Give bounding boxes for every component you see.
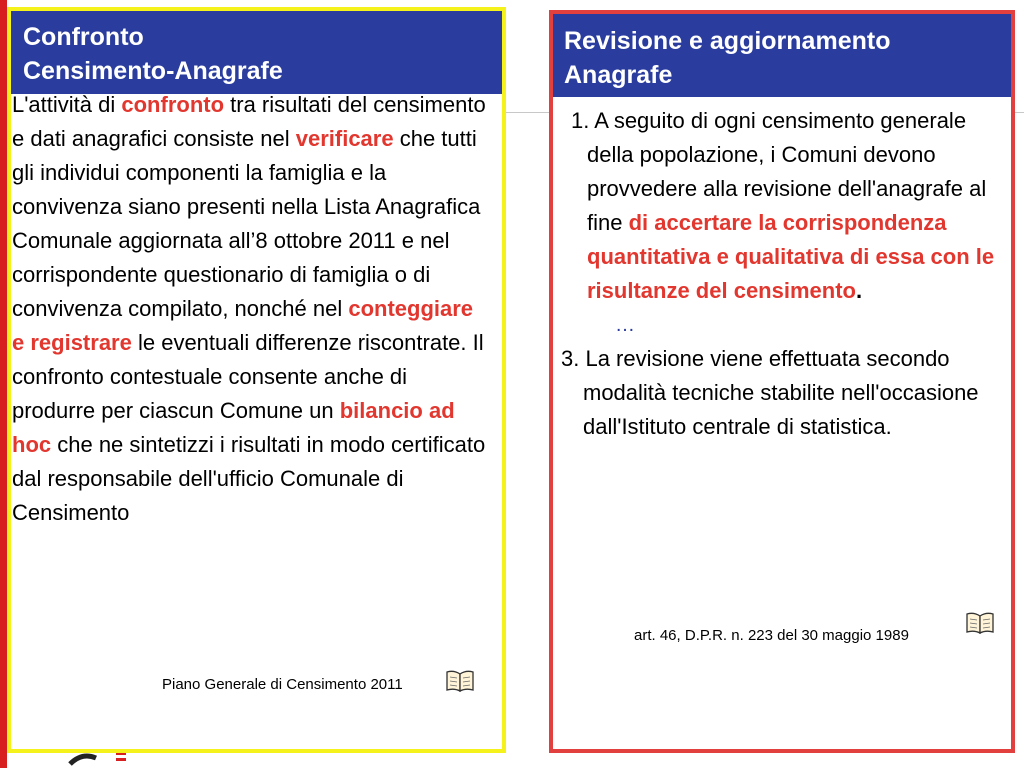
list-item-1 xyxy=(561,104,1009,308)
item3-text: La revisione viene effettuata secondo modalità tecniche stabilite nell'occasione dall'Istituto centrale di statistica. xyxy=(583,346,979,439)
right-title-line1: Revisione e aggiornamento xyxy=(564,27,891,55)
left-source-citation: Piano Generale di Censimento 2011 xyxy=(162,676,403,693)
item1-text: A seguito di ogni censimento generale della popolazione, i Comuni devono provvedere alla revisione dell'anagrafe al fine xyxy=(587,108,987,235)
highlight-verificare: verificare xyxy=(295,126,394,151)
item-number: 1. xyxy=(571,108,595,133)
left-title-line2: Censimento-Anagrafe xyxy=(23,57,283,85)
left-text-segment: che ne sintetizzi i risultati in modo certificato dal responsabile dell'ufficio Comunale di Censimento xyxy=(12,432,486,525)
highlight-bilancio-ad-hoc: bilancio ad hoc xyxy=(12,398,455,457)
left-text-segment: le eventuali differenze riscontrate. Il confronto contestuale consente anche di produrre per ciascun Comune un xyxy=(12,330,484,423)
left-panel-body-text xyxy=(12,88,490,530)
open-book-icon[interactable] xyxy=(965,611,995,635)
list-item-3 xyxy=(561,342,1009,444)
item1-period: . xyxy=(855,278,863,303)
left-text-segment: tra risultati del censimento e dati anagrafici consiste nel xyxy=(12,92,486,151)
right-panel-body-text xyxy=(561,104,1009,444)
right-title-line2: Anagrafe xyxy=(564,61,673,89)
item-number: 3. xyxy=(561,346,586,371)
left-panel-header xyxy=(11,11,502,94)
highlight-confronto: confronto xyxy=(121,92,225,117)
left-text-segment: che tutti gli individui componenti la famiglia e la convivenza siano presenti nella Lista Anagrafica Comunale aggiornata all’8 ottobre 2011 e nel corrispondente questionario di famiglia o di convivenza compilato, nonché nel xyxy=(12,126,481,321)
left-title-line1: Confronto xyxy=(23,23,144,51)
right-panel-header xyxy=(553,14,1011,97)
highlight-conteggiare-registrare: conteggiare e registrare xyxy=(12,296,474,355)
right-panel-revisione xyxy=(549,10,1015,753)
open-book-icon[interactable] xyxy=(445,669,475,693)
left-text-segment: L'attività di xyxy=(12,92,122,117)
right-source-citation: art. 46, D.P.R. n. 223 del 30 maggio 1989 xyxy=(634,627,909,644)
background-red-strip xyxy=(0,0,7,768)
ellipsis-omission: … xyxy=(615,314,635,336)
item1-highlight: di accertare la corrispondenza quantitativa e qualitativa di essa con le risultanze del censimento xyxy=(587,210,995,303)
